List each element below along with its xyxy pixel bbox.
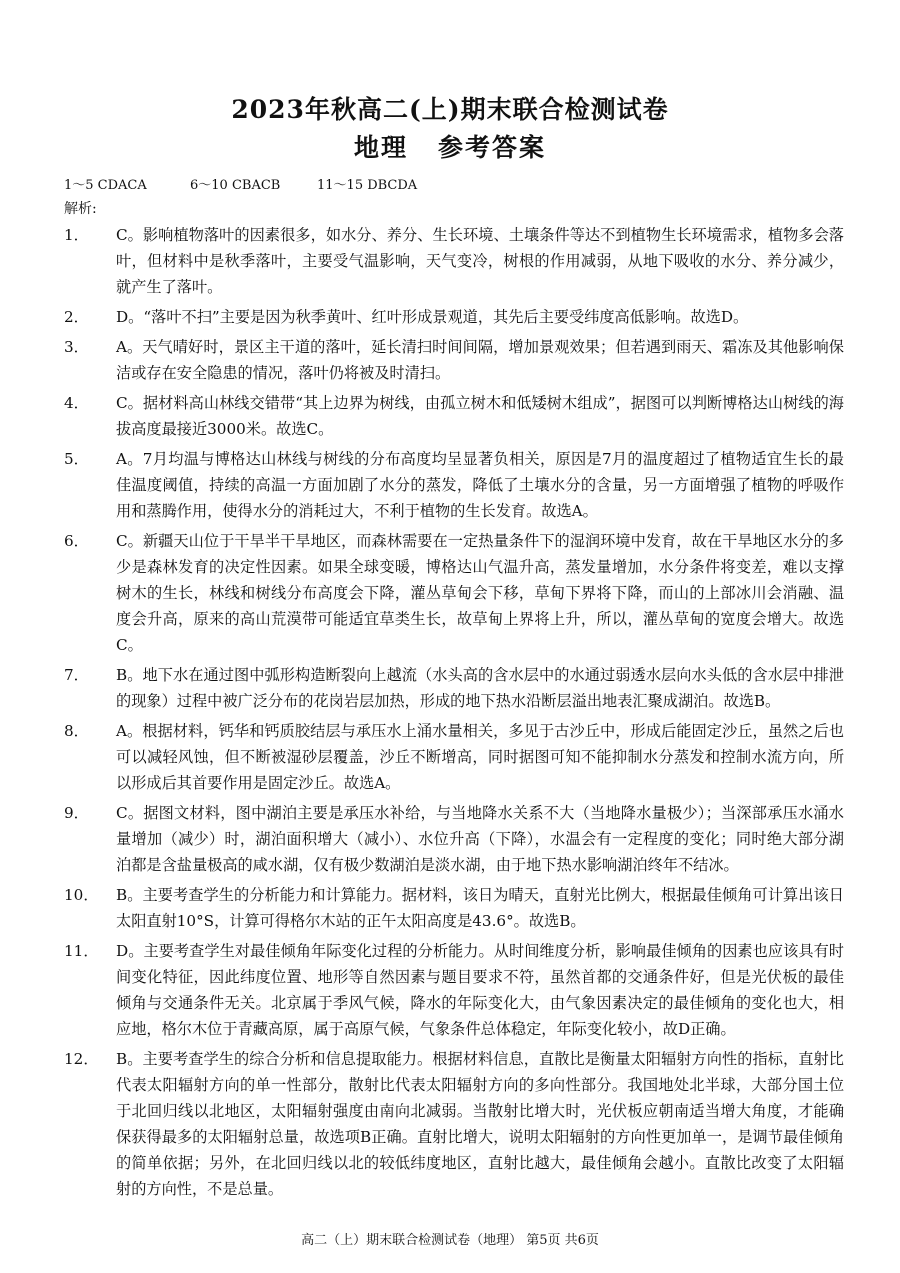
- analysis-item: [64, 446, 844, 524]
- answer-group-1: 1～5 CDACA: [64, 178, 147, 193]
- item-text: D。主要考查学生对最佳倾角年际变化过程的分析能力。从时间维度分析，影响最佳倾角的因素也应该具有时间变化特征，因此纬度位置、地形等自然因素与题目要求不符，虽然首都的交通条件好，但是光伏板的最佳倾角与交通条件无关。北京属于季风气候，降水的年际变化大，由气象因素决定的最佳倾角的变化也大，相应地，格尔木位于青藏高原，属于高原气候，气象条件总体稳定，年际变化较小，故D正确。: [116, 942, 844, 1038]
- analysis-label: 解析:: [64, 201, 97, 217]
- analysis-item: [64, 304, 844, 330]
- item-number: 12．: [64, 1050, 99, 1068]
- item-number: 5．: [64, 450, 89, 468]
- analysis-item: [64, 334, 844, 386]
- item-text: C。据材料高山林线交错带“其上边界为树线，由孤立树木和低矮树木组成”，据图可以判断博格达山树线的海拔高度最接近3000米。故选C。: [116, 394, 844, 438]
- item-text: B。主要考查学生的分析能力和计算能力。据材料，该日为晴天，直射光比例大，根据最佳倾角可计算出该日太阳直射10°S，计算可得格尔木站的正午太阳高度是43.6°。故选B。: [116, 886, 844, 930]
- analysis-item: [64, 800, 844, 878]
- item-text: B。地下水在通过图中弧形构造断裂向上越流（水头高的含水层中的水通过弱透水层向水头低的含水层中排泄的现象）过程中被广泛分布的花岗岩层加热，形成的地下热水沿断层溢出地表汇聚成湖泊。故选B。: [116, 666, 844, 710]
- analysis-item: [64, 662, 844, 714]
- analysis-item: [64, 882, 844, 934]
- item-text: A。7月均温与博格达山林线与树线的分布高度均呈显著负相关，原因是7月的温度超过了植物适宜生长的最佳温度阈值，持续的高温一方面加剧了水分的蒸发，降低了土壤水分的含量，另一方面增强了植物的呼吸作用和蒸腾作用，使得水分的消耗过大，不利于植物的生长发育。故选A。: [116, 450, 844, 520]
- item-number: 8．: [64, 722, 89, 740]
- item-number: 1．: [64, 226, 89, 244]
- analysis-item: [64, 1046, 844, 1202]
- answer-group-3: 11～15 DBCDA: [317, 178, 418, 193]
- item-text: D。“落叶不扫”主要是因为秋季黄叶、红叶形成景观道，其先后主要受纬度高低影响。故选D。: [116, 308, 749, 326]
- answer-key-label: 参考答案: [438, 133, 547, 162]
- item-text: B。主要考查学生的综合分析和信息提取能力。根据材料信息，直散比是衡量太阳辐射方向性的指标，直射比代表太阳辐射方向的单一性部分，散射比代表太阳辐射方向的多向性部分。我国地处北半球，大部分国土位于北回归线以北地区，太阳辐射强度由南向北减弱。当散射比增大时，光伏板应朝南适当增大角度，才能确保获得最多的太阳辐射总量，故选项B正确。直射比增大，说明太阳辐射的方向性更加单一，是调节最佳倾角的简单依据；另外，在北回归线以北的较低纬度地区，直射比越大，最佳倾角会越小。直散比改变了太阳辐射的方向性，不是总量。: [116, 1050, 844, 1198]
- item-number: 11．: [64, 942, 99, 960]
- item-number: 7．: [64, 666, 89, 684]
- item-number: 3．: [64, 338, 89, 356]
- answer-key-row: [64, 174, 417, 193]
- page-footer: 高二（上）期末联合检测试卷（地理） 第5页 共6页: [301, 1233, 599, 1248]
- item-text: C。据图文材料，图中湖泊主要是承压水补给，与当地降水关系不大（当地降水量极少）；当深部承压水涌水量增加（减少）时，湖泊面积增大（减小）、水位升高（下降），水温会有一定程度的变化；同时绝大部分湖泊都是含盐量极高的咸水湖，仅有极少数湖泊是淡水湖，由于地下热水影响湖泊终年不结冰。: [116, 804, 844, 874]
- item-text: A。根据材料，钙华和钙质胶结层与承压水上涌水量相关，多见于古沙丘中，形成后能固定沙丘，虽然之后也可以减轻风蚀，但不断被湿砂层覆盖，沙丘不断增高，同时据图可知不能抑制水分蒸发和控制水流方向，所以形成后其首要作用是固定沙丘。故选A。: [116, 722, 844, 792]
- item-text: C。影响植物落叶的因素很多，如水分、养分、生长环境、土壤条件等达不到植物生长环境需求，植物多会落叶，但材料中是秋季落叶，主要受气温影响，天气变冷，树根的作用减弱，从地下吸收的水分、养分减少，就产生了落叶。: [116, 226, 844, 296]
- analysis-list: [64, 222, 844, 1206]
- item-number: 9．: [64, 804, 89, 822]
- exam-subtitle: [0, 128, 900, 164]
- analysis-item: [64, 718, 844, 796]
- item-text: C。新疆天山位于干旱半干旱地区，而森林需要在一定热量条件下的湿润环境中发育，故在干旱地区水分的多少是森林发育的决定性因素。如果全球变暖，博格达山气温升高，蒸发量增加，水分条件将变差，难以支撑树木的生长，林线和树线分布高度会下降，灌丛草甸会下移，草甸下界将下降，而山的上部冰川会消融、温度会升高，原来的高山荒漠带可能适宜草类生长，故草甸上界将上升，所以，灌丛草甸的宽度会增大。故选C。: [116, 532, 844, 654]
- exam-title: 2023年秋高二(上)期末联合检测试卷: [231, 95, 669, 124]
- analysis-item: [64, 390, 844, 442]
- analysis-item: [64, 938, 844, 1042]
- analysis-item: [64, 222, 844, 300]
- item-number: 4．: [64, 394, 89, 412]
- answer-group-2: 6～10 CBACB: [190, 178, 281, 193]
- item-number: 6．: [64, 532, 89, 550]
- subject-label: 地理: [353, 133, 408, 162]
- item-number: 10．: [64, 886, 99, 904]
- item-number: 2．: [64, 308, 89, 326]
- item-text: A。天气晴好时，景区主干道的落叶，延长清扫时间间隔，增加景观效果；但若遇到雨天、霜冻及其他影响保洁或存在安全隐患的情况，落叶仍将被及时清扫。: [116, 338, 844, 382]
- analysis-item: [64, 528, 844, 658]
